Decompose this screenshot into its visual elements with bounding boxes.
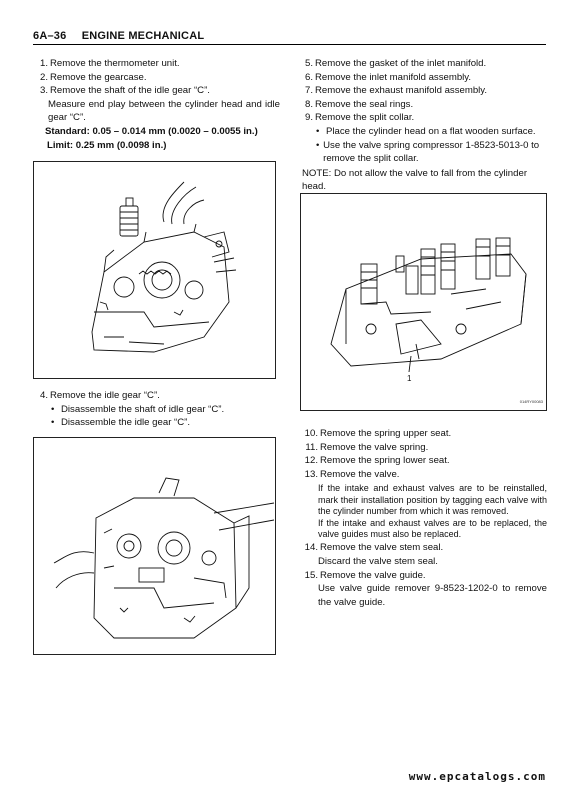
step-3-note: Measure end play between the cylinder head and idle gear “C”. — [48, 98, 280, 124]
step-9-bullet-1: • Place the cylinder head on a flat wooden surface. — [316, 125, 536, 137]
bullet-icon: • — [316, 125, 320, 137]
step-4-bullet-2: • Disassemble the idle gear “C”. — [51, 417, 191, 429]
step-15-note: Use valve guide remover 9-8523-1202-0 to remove the valve guide. — [318, 583, 547, 608]
step-4: 4. Remove the idle gear “C”. — [39, 390, 160, 401]
section-title: ENGINE MECHANICAL — [81, 30, 205, 42]
step-13-note-1: If the intake and exhaust valves are to be reinstalled, mark their installation position by tagging each valve with the cylinder number from which it was removed. — [318, 483, 547, 516]
step-15: 15. Remove the valve guide. — [304, 569, 426, 581]
step-12: 12. Remove the spring lower seat. — [304, 455, 450, 467]
right-column-lower — [302, 427, 547, 609]
figure-idle-gear-end-play — [33, 161, 276, 379]
step-9: 9. Remove the split collar. — [304, 112, 415, 124]
step-9-bullet-2: • Use the valve spring compressor 1-8523-5013-0 to remove the split collar. — [316, 139, 540, 165]
step-1: 1. Remove the thermometer unit. — [39, 58, 180, 69]
limit-spec: Limit: 0.25 mm (0.0098 in.) — [47, 139, 167, 151]
step-7: 7. Remove the exhaust manifold assembly. — [304, 85, 488, 97]
step-4-bullet-1: • Disassemble the shaft of idle gear “C”. — [51, 403, 225, 415]
step-14: 14. Remove the valve stem seal. — [304, 542, 444, 554]
step-11: 11. Remove the valve spring. — [305, 441, 429, 453]
left-column — [37, 57, 280, 152]
step-2: 2. Remove the gearcase. — [39, 71, 147, 83]
note-text: NOTE: Do not allow the valve to fall from the cylinder head. — [302, 167, 528, 193]
standard-spec: Standard: 0.05 – 0.014 mm (0.0020 – 0.0055 in.) — [45, 125, 258, 137]
figure-callout-1: 1 — [407, 374, 412, 383]
cylinder-head-illustration — [301, 194, 546, 410]
step-13: 13. Remove the valve. — [304, 468, 400, 480]
figure-gear-removal — [33, 437, 276, 655]
step-13-note-2: If the intake and exhaust valves are to be replaced, the valve guides must also be replaced. — [318, 517, 547, 540]
bullet-icon: • — [51, 403, 55, 415]
page-header — [33, 30, 546, 45]
gearcase-illustration — [34, 438, 275, 654]
step-6: 6. Remove the inlet manifold assembly. — [304, 71, 472, 83]
idle-gear-illustration — [34, 162, 275, 378]
page-number: 6A–36 — [33, 30, 67, 42]
left-column-lower — [37, 389, 280, 430]
figure-valve-compressor — [300, 193, 547, 411]
step-8: 8. Remove the seal rings. — [304, 98, 414, 110]
bullet-icon: • — [316, 139, 320, 151]
bullet-icon: • — [51, 417, 55, 429]
figure-code: 014RY00083 — [519, 399, 543, 405]
step-14-note: Discard the valve stem seal. — [318, 555, 438, 567]
right-column — [302, 57, 547, 194]
footer-watermark: www.epcatalogs.com — [408, 770, 546, 784]
step-10: 10. Remove the spring upper seat. — [304, 428, 452, 439]
step-3: 3. Remove the shaft of the idle gear “C”. — [39, 85, 210, 97]
step-5: 5. Remove the gasket of the inlet manifold. — [304, 58, 487, 69]
